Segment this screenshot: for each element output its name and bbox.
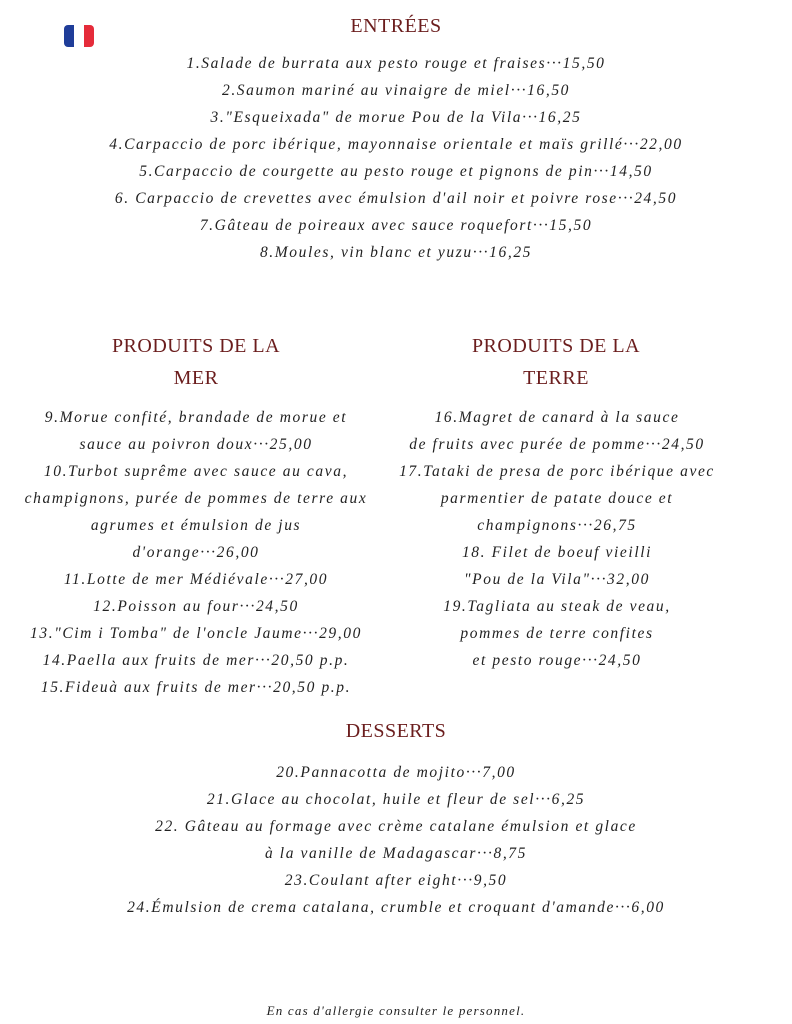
menu-item-line: 19.Tagliata au steak de veau, xyxy=(443,598,671,615)
terre-title-line: TERRE xyxy=(523,367,589,389)
menu-item-line: et pesto rouge···24,50 xyxy=(472,652,642,669)
mer-list xyxy=(0,404,392,701)
menu-item-line: à la vanille de Madagascar···8,75 xyxy=(264,845,528,862)
menu-item-line: 1.Salade de burrata aux pesto rouge et fraises···15,50 xyxy=(186,55,606,72)
menu-item-line: 11.Lotte de mer Médiévale···27,00 xyxy=(63,571,329,588)
menu-item-line: 24.Émulsion de crema catalana, crumble et croquant d'amande···6,00 xyxy=(127,899,665,916)
menu-item-line: 23.Coulant after eight···9,50 xyxy=(284,872,508,889)
mer-title xyxy=(0,330,392,394)
menu-item-line: 20.Pannacotta de mojito···7,00 xyxy=(276,764,516,781)
menu-item-line: 5.Carpaccio de courgette au pesto rouge et pignons de pin···14,50 xyxy=(139,163,653,180)
menu-item-line: 3."Esqueixada" de morue Pou de la Vila···16,25 xyxy=(210,109,582,126)
menu-item-line: 10.Turbot suprême avec sauce au cava, xyxy=(43,463,349,480)
allergy-note: En cas d'allergie consulter le personnel. xyxy=(266,1003,526,1018)
menu-item-line: 18. Filet de boeuf vieilli xyxy=(461,544,653,561)
desserts-title: DESSERTS xyxy=(345,720,447,742)
menu-item-line: parmentier de patate douce et xyxy=(440,490,674,507)
menu-item-line: 21.Glace au chocolat, huile et fleur de sel···6,25 xyxy=(206,791,586,808)
menu-item-line: d'orange···26,00 xyxy=(132,544,260,561)
terre-list xyxy=(372,404,742,674)
menu-item-line: "Pou de la Vila"···32,00 xyxy=(464,571,650,588)
menu-item-line: 6. Carpaccio de crevettes avec émulsion d'ail noir et poivre rose···24,50 xyxy=(114,190,678,207)
menu-item-line: 9.Morue confité, brandade de morue et xyxy=(44,409,348,426)
mer-title-line: PRODUITS DE LA xyxy=(111,335,281,357)
mer-title-line: MER xyxy=(173,367,219,389)
terre-title-line: PRODUITS DE LA xyxy=(471,335,641,357)
menu-item-line: 14.Paella aux fruits de mer···20,50 p.p. xyxy=(42,652,350,669)
menu-item-line: 15.Fideuà aux fruits de mer···20,50 p.p. xyxy=(40,679,352,696)
entrees-title: ENTRÉES xyxy=(350,15,442,37)
menu-item-line: 13."Cim i Tomba" de l'oncle Jaume···29,00 xyxy=(30,625,362,642)
menu-item-line: champignons···26,75 xyxy=(477,517,637,534)
menu-item-line: champignons, purée de pommes de terre aux xyxy=(24,490,368,507)
desserts-list xyxy=(0,759,792,921)
menu-item-line: de fruits avec purée de pomme···24,50 xyxy=(409,436,705,453)
menu-item-line: 12.Poisson au four···24,50 xyxy=(93,598,299,615)
menu-item-line: 17.Tataki de presa de porc ibérique avec xyxy=(399,463,715,480)
menu-item-line: 4.Carpaccio de porc ibérique, mayonnaise orientale et maïs grillé···22,00 xyxy=(109,136,683,153)
menu-item-line: agrumes et émulsion de jus xyxy=(90,517,302,534)
menu-item-line: pommes de terre confites xyxy=(460,625,654,642)
menu-item-line: 2.Saumon mariné au vinaigre de miel···16,50 xyxy=(221,82,571,99)
menu-item-line: 16.Magret de canard à la sauce xyxy=(434,409,680,426)
menu-item-line: 22. Gâteau au formage avec crème catalane émulsion et glace xyxy=(155,818,637,835)
terre-title xyxy=(360,330,752,394)
menu-item-line: sauce au poivron doux···25,00 xyxy=(79,436,313,453)
menu-item-line: 8.Moules, vin blanc et yuzu···16,25 xyxy=(259,244,533,261)
menu-item-line: 7.Gâteau de poireaux avec sauce roquefort···15,50 xyxy=(199,217,593,234)
entrees-list xyxy=(0,50,792,266)
